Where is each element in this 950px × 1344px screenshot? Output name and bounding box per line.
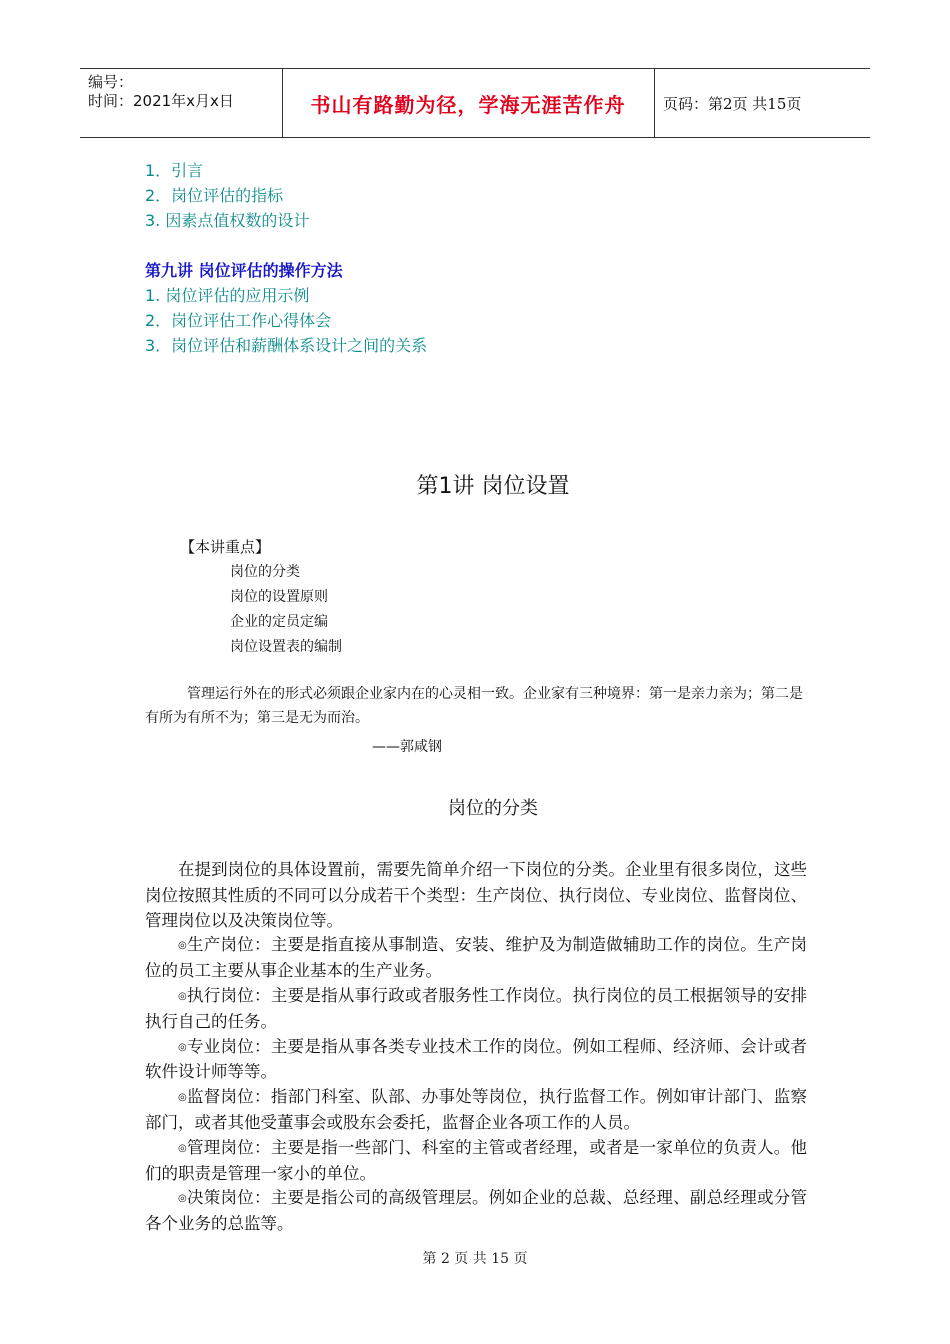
paragraph — [145, 1035, 807, 1086]
section-title: 岗位的分类 — [448, 798, 538, 819]
bullet-icon: ◎ — [178, 1092, 187, 1104]
paragraph-text: 监督岗位：指部门科室、队部、办事处等岗位，执行监督工作。例如审计部门、监察部门，或者其他受董事会或股东会委托，监督企业各项工作的人员。 — [145, 1087, 808, 1132]
paragraph-text: 在提到岗位的具体设置前，需要先简单介绍一下岗位的分类。企业里有很多岗位，这些岗位按照其性质的不同可以分成若干个类型：生产岗位、执行岗位、专业岗位、监督岗位、管理岗位以及决策岗位等。 — [145, 860, 807, 930]
toc-lecture-heading: 第九讲 岗位评估的操作方法 — [145, 261, 343, 280]
paragraph-text: 生产岗位：主要是指直接从事制造、安装、维护及为制造做辅助工作的岗位。生产岗位的员工主要从事企业基本的生产业务。 — [145, 935, 808, 981]
bullet-icon: ◎ — [178, 1193, 187, 1205]
toc-item: 1．引言 — [145, 161, 204, 180]
paragraph-text: 决策岗位：主要是指公司的高级管理层。例如企业的总裁、总经理、副总经理或分管各个业务的总监等。 — [145, 1188, 808, 1234]
bullet-icon: ◎ — [178, 1041, 187, 1053]
focus-item: 企业的定员定编 — [230, 614, 328, 630]
quote-author: ——郭咸钢 — [372, 739, 442, 755]
section-body — [145, 858, 807, 1237]
page-footer: 第 2 页 共 15 页 — [422, 1251, 528, 1267]
quote-text: 管理运行外在的形式必须跟企业家内在的心灵相一致。企业家有三种境界：第一是亲力亲为；第二是有所为有所不为；第三是无为而治。 — [145, 686, 803, 726]
focus-item: 岗位的分类 — [230, 564, 300, 580]
bullet-icon: ◎ — [178, 1142, 187, 1154]
header-meta — [88, 73, 234, 111]
paragraph — [145, 984, 807, 1035]
paragraph — [145, 1186, 807, 1237]
paragraph-text: 执行岗位：主要是指从事行政或者服务性工作岗位。执行岗位的员工根据领导的安排执行自己的任务。 — [145, 985, 808, 1031]
lecture-title: 第1讲 岗位设置 — [416, 474, 570, 499]
paragraph — [145, 933, 807, 984]
focus-item: 岗位设置表的编制 — [230, 639, 342, 655]
toc-item: 3. 因素点值权数的设计 — [145, 211, 310, 230]
bullet-icon: ◎ — [178, 940, 187, 952]
header-divider — [654, 69, 655, 137]
paragraph — [145, 1136, 807, 1187]
quote-block — [145, 682, 807, 730]
focus-heading: 【本讲重点】 — [180, 538, 271, 556]
toc-item: 2．岗位评估工作心得体会 — [145, 311, 332, 330]
toc-item: 1. 岗位评估的应用示例 — [145, 286, 310, 305]
paragraph — [145, 858, 807, 933]
paragraph-text: 管理岗位：主要是指一些部门、科室的主管或者经理，或者是一家单位的负责人。他们的职责是管理一家小的单位。 — [145, 1137, 808, 1183]
paragraph — [145, 1085, 807, 1136]
toc-item: 3．岗位评估和薪酬体系设计之间的关系 — [145, 336, 428, 355]
date-label: 时间：2021年x月x日 — [88, 92, 234, 110]
document-header — [80, 68, 870, 138]
bullet-icon: ◎ — [178, 990, 187, 1002]
focus-item: 岗位的设置原则 — [230, 589, 328, 605]
header-motto: 书山有路勤为径，学海无涯苦作舟 — [310, 92, 626, 117]
number-label: 编号： — [88, 73, 134, 91]
toc-item: 2．岗位评估的指标 — [145, 186, 284, 205]
paragraph-text: 专业岗位：主要是指从事各类专业技术工作的岗位。例如工程师、经济师、会计或者软件设计师等等。 — [145, 1036, 808, 1082]
header-page-info: 页码：第2页 共15页 — [663, 95, 802, 113]
